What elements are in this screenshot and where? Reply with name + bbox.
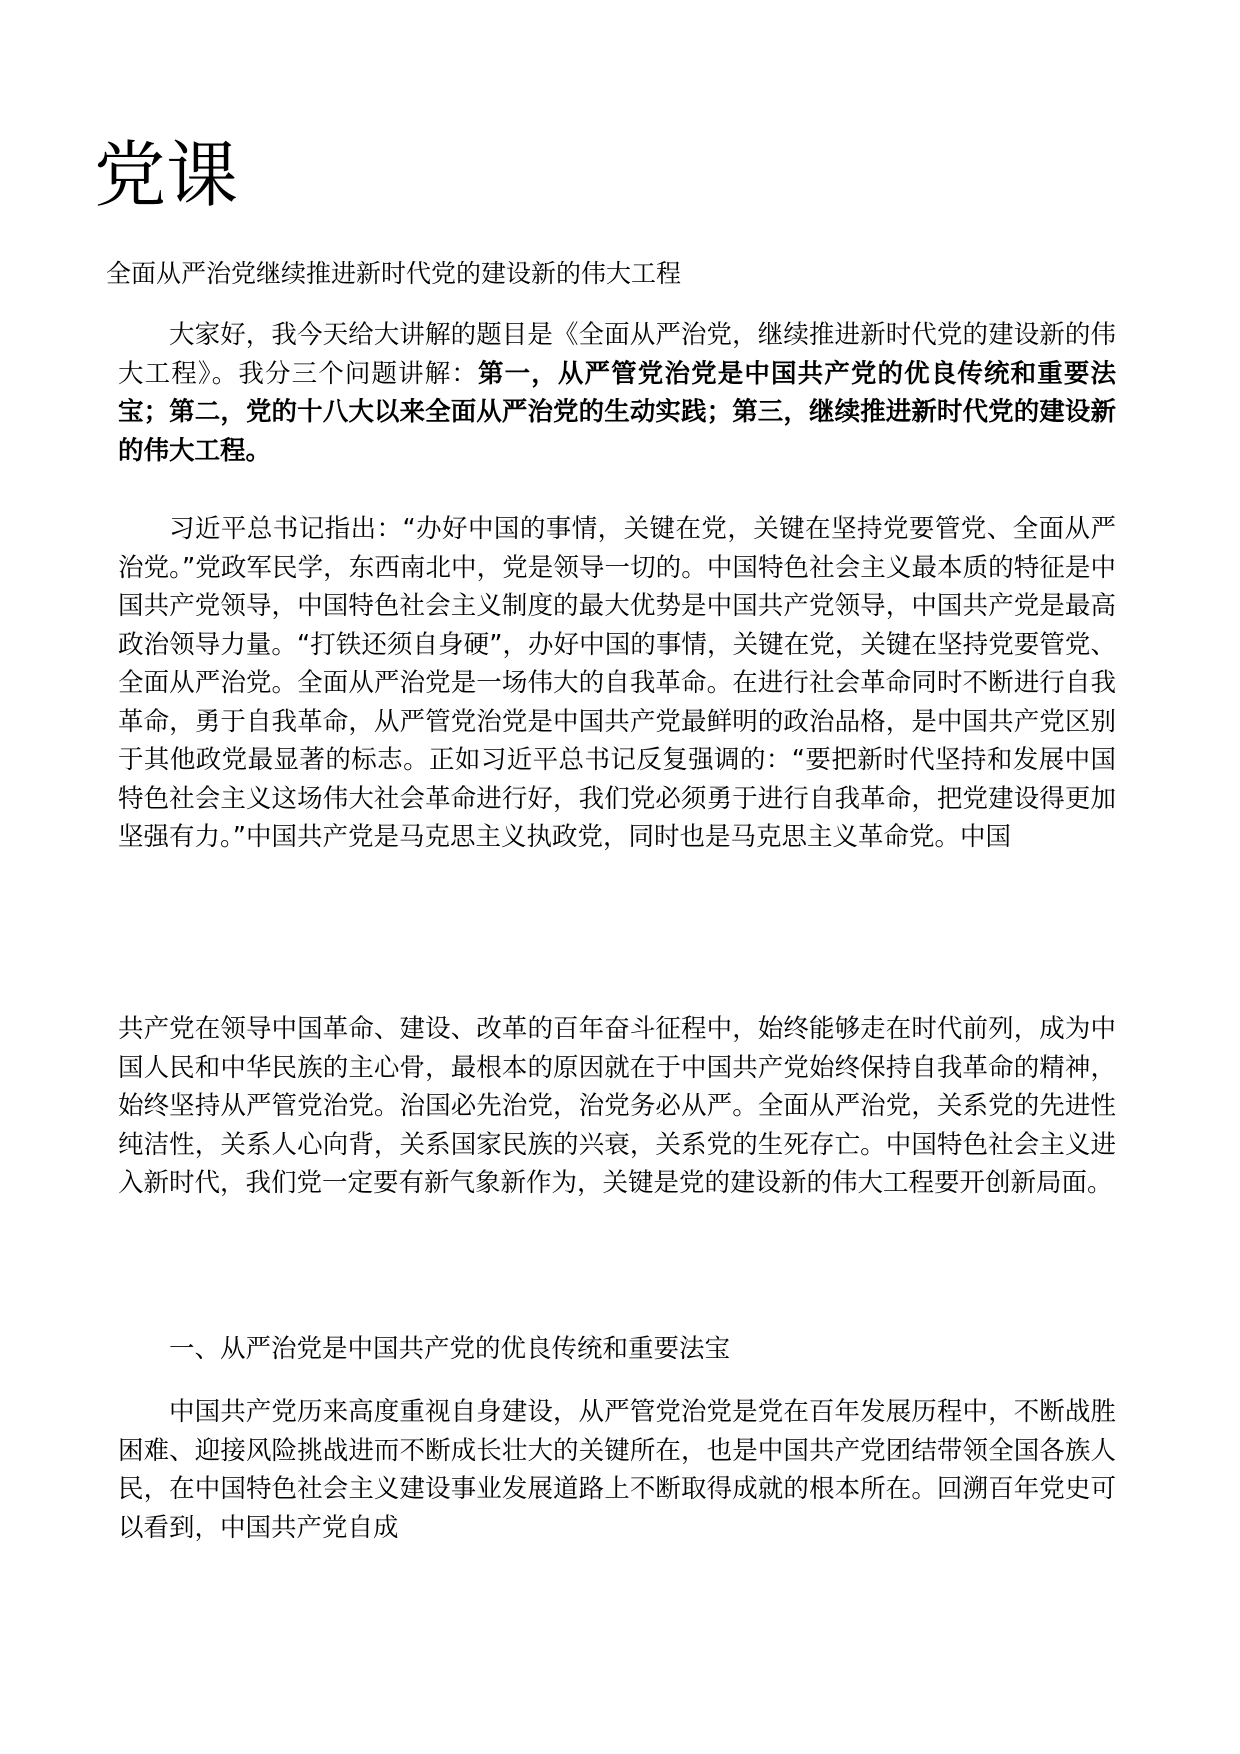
intro-paragraph [118, 316, 1116, 470]
body-paragraph-3: 中国共产党历来高度重视自身建设，从严管党治党是党在百年发展历程中，不断战胜困难、迎接风险挑战进而不断成长壮大的关键所在，也是中国共产党团结带领全国各族人民，在中国特色社会主义建设事业发展道路上不断取得成就的根本所在。回溯百年党史可以看到，中国共产党自成 [118, 1397, 1116, 1543]
intro-text: 大家好，我今天给大讲解的题目是《全面从严治党，继续推进新时代党的建设新的伟大工程》。我分三个问题讲解： [118, 320, 1116, 389]
document-title: 党课 [94, 133, 239, 217]
intro-outline-bold: 第一，从严管党治党是中国共产党的优良传统和重要法宝；第二，党的十八大以来全面从严治党的生动实践；第三，继续推进新时代党的建设新的伟大工程。 [118, 358, 1116, 466]
body-paragraph-1: 习近平总书记指出：“办好中国的事情，关键在党，关键在坚持党要管党、全面从严治党。”党政军民学，东西南北中，党是领导一切的。中国特色社会主义最本质的特征是中国共产党领导，中国特色社会主义制度的最大优势是中国共产党领导，中国共产党是最高政治领导力量。“打铁还须自身硬”，办好中国的事情，关键在党，关键在坚持党要管党、全面从严治党。全面从严治党是一场伟大的自我革命。在进行社会革命同时不断进行自我革命，勇于自我革命，从严管党治党是中国共产党最鲜明的政治品格，是中国共产党区别于其他政党最显著的标志。正如习近平总书记反复强调的：“要把新时代坚持和发展中国特色社会主义这场伟大社会革命进行好，我们党必须勇于进行自我革命，把党建设得更加坚强有力。”中国共产党是马克思主义执政党，同时也是马克思主义革命党。中国 [118, 514, 1116, 852]
body-paragraph-2: 共产党在领导中国革命、建设、改革的百年奋斗征程中，始终能够走在时代前列，成为中国人民和中华民族的主心骨，最根本的原因就在于中国共产党始终保持自我革命的精神，始终坚持从严管党治党。治国必先治党，治党务必从严。全面从严治党，关系党的先进性纯洁性，关系人心向背，关系国家民族的兴衰，关系党的生死存亡。中国特色社会主义进入新时代，我们党一定要有新气象新作为，关键是党的建设新的伟大工程要开创新局面。 [118, 1014, 1116, 1198]
document-subtitle: 全面从严治党继续推进新时代党的建设新的伟大工程 [106, 259, 682, 288]
section-heading-1: 一、从严治党是中国共产党的优良传统和重要法宝 [169, 1334, 731, 1364]
